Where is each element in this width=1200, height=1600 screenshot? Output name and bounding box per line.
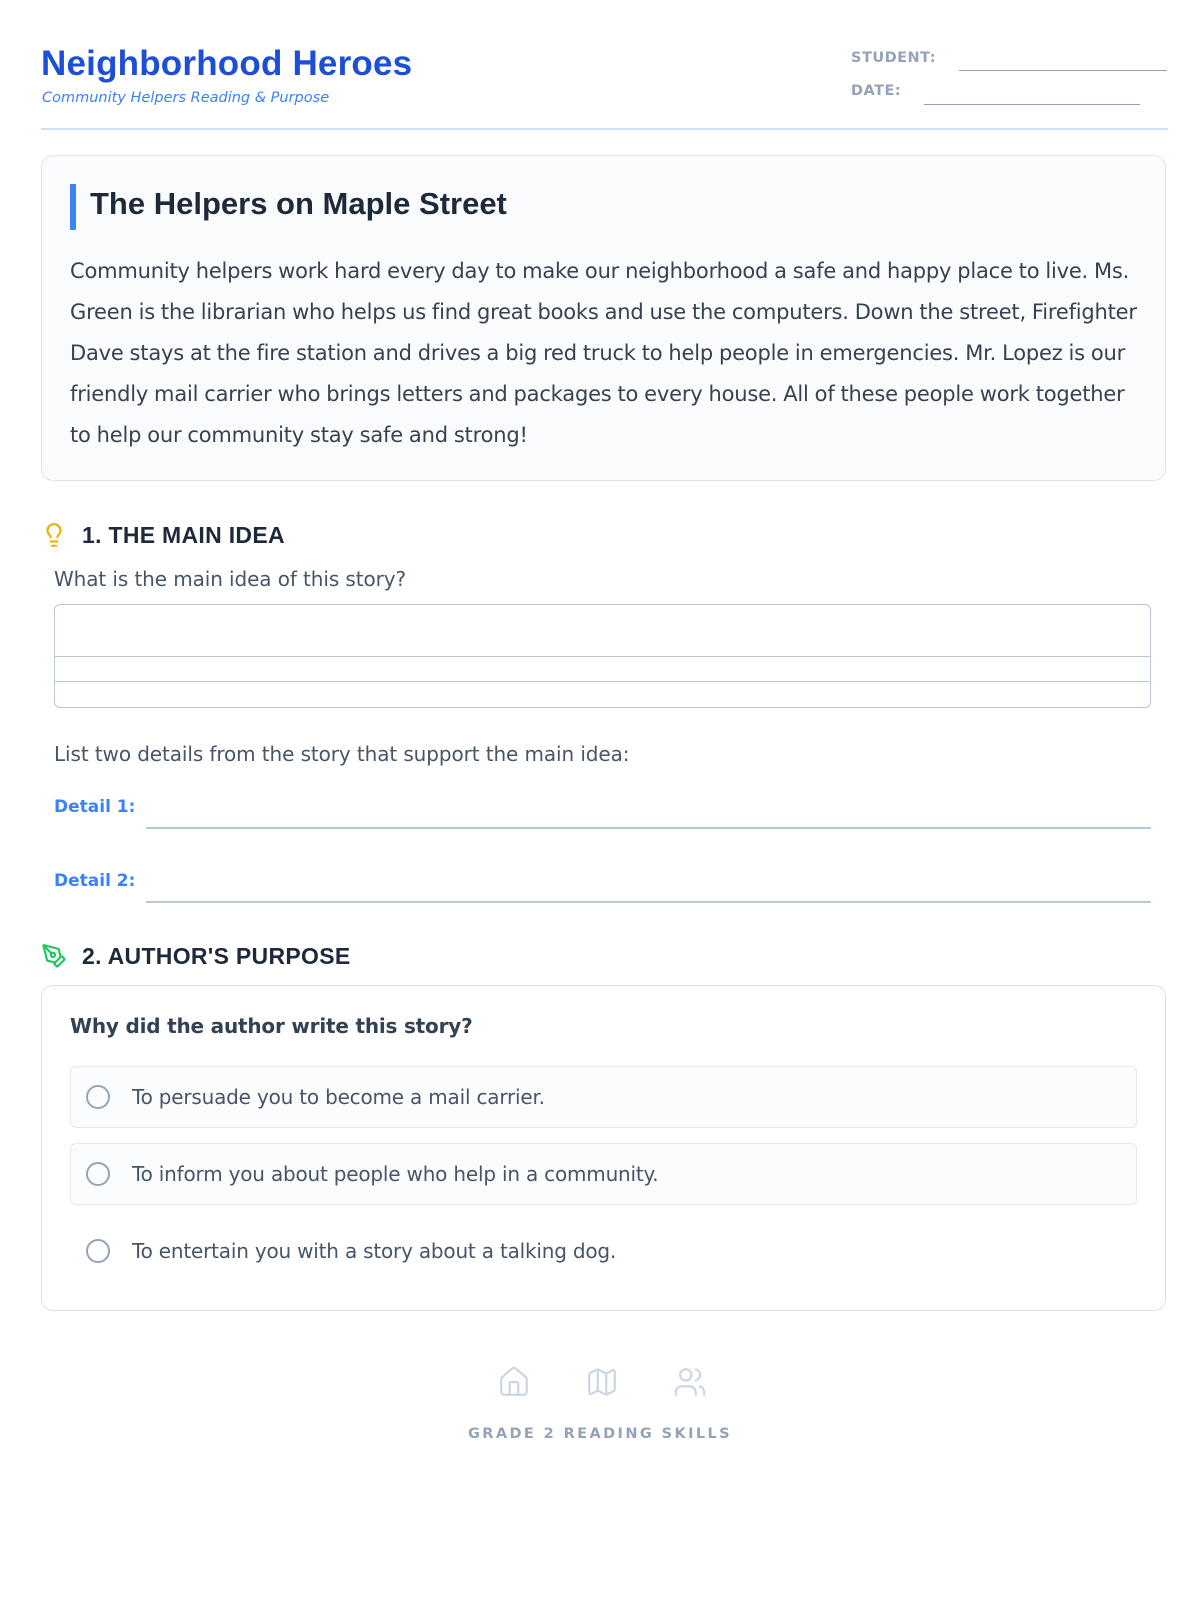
detail-1-line[interactable] — [146, 827, 1151, 829]
section-main-idea-title: 1. THE MAIN IDEA — [82, 521, 285, 548]
story-card — [41, 155, 1166, 481]
worksheet-header — [41, 40, 1168, 130]
pen-tool-icon — [41, 943, 67, 969]
story-text: Community helpers work hard every day to make our neighborhood a safe and happy place to live. Ms. Green is the librarian who helps us find great books and use the computers. Down the street, Firefighter Dave stays at the fire station and drives a big red truck to help people in emergencies. Mr. Lopez is our friendly mail carrier who brings letters and packages to every house. All of these people work together to help our community stay safe and strong! — [70, 259, 1137, 447]
section-purpose-title: 2. AUTHOR'S PURPOSE — [82, 942, 351, 969]
purpose-option-persuade[interactable] — [70, 1066, 1137, 1128]
detail-1-label: Detail 1: — [54, 797, 136, 817]
date-label: DATE: — [851, 83, 902, 99]
detail-2-label: Detail 2: — [54, 871, 136, 891]
date-line[interactable] — [924, 104, 1140, 105]
radio-button[interactable] — [86, 1239, 110, 1263]
worksheet-title: Neighborhood Heroes — [41, 44, 413, 83]
student-name-line[interactable] — [959, 70, 1167, 71]
option-label: To entertain you with a story about a talking dog. — [132, 1239, 617, 1263]
main-idea-question: What is the main idea of this story? — [54, 567, 406, 591]
main-idea-answer-box[interactable] — [54, 604, 1151, 708]
purpose-option-inform[interactable] — [70, 1143, 1137, 1205]
answer-line — [55, 681, 1150, 682]
lightbulb-icon — [41, 522, 67, 548]
story-accent-bar — [70, 184, 76, 230]
users-icon — [673, 1365, 707, 1399]
purpose-card — [41, 985, 1166, 1311]
story-title: The Helpers on Maple Street — [90, 186, 507, 221]
map-icon — [585, 1365, 619, 1399]
section-purpose-header — [41, 941, 350, 971]
option-label: To inform you about people who help in a community. — [132, 1162, 659, 1186]
home-icon — [497, 1365, 531, 1399]
footer-text: GRADE 2 READING SKILLS — [467, 1426, 733, 1442]
purpose-option-entertain[interactable] — [70, 1220, 1137, 1282]
student-label: STUDENT: — [851, 50, 937, 66]
worksheet-subtitle: Community Helpers Reading & Purpose — [42, 90, 330, 106]
detail-2-line[interactable] — [146, 901, 1151, 903]
option-label: To persuade you to become a mail carrier. — [132, 1085, 545, 1109]
answer-line — [55, 656, 1150, 657]
radio-button[interactable] — [86, 1085, 110, 1109]
purpose-question: Why did the author write this story? — [70, 1014, 473, 1038]
section-main-idea-header — [41, 520, 285, 550]
details-prompt: List two details from the story that support the main idea: — [54, 742, 630, 766]
footer-icons — [497, 1365, 713, 1401]
radio-button[interactable] — [86, 1162, 110, 1186]
